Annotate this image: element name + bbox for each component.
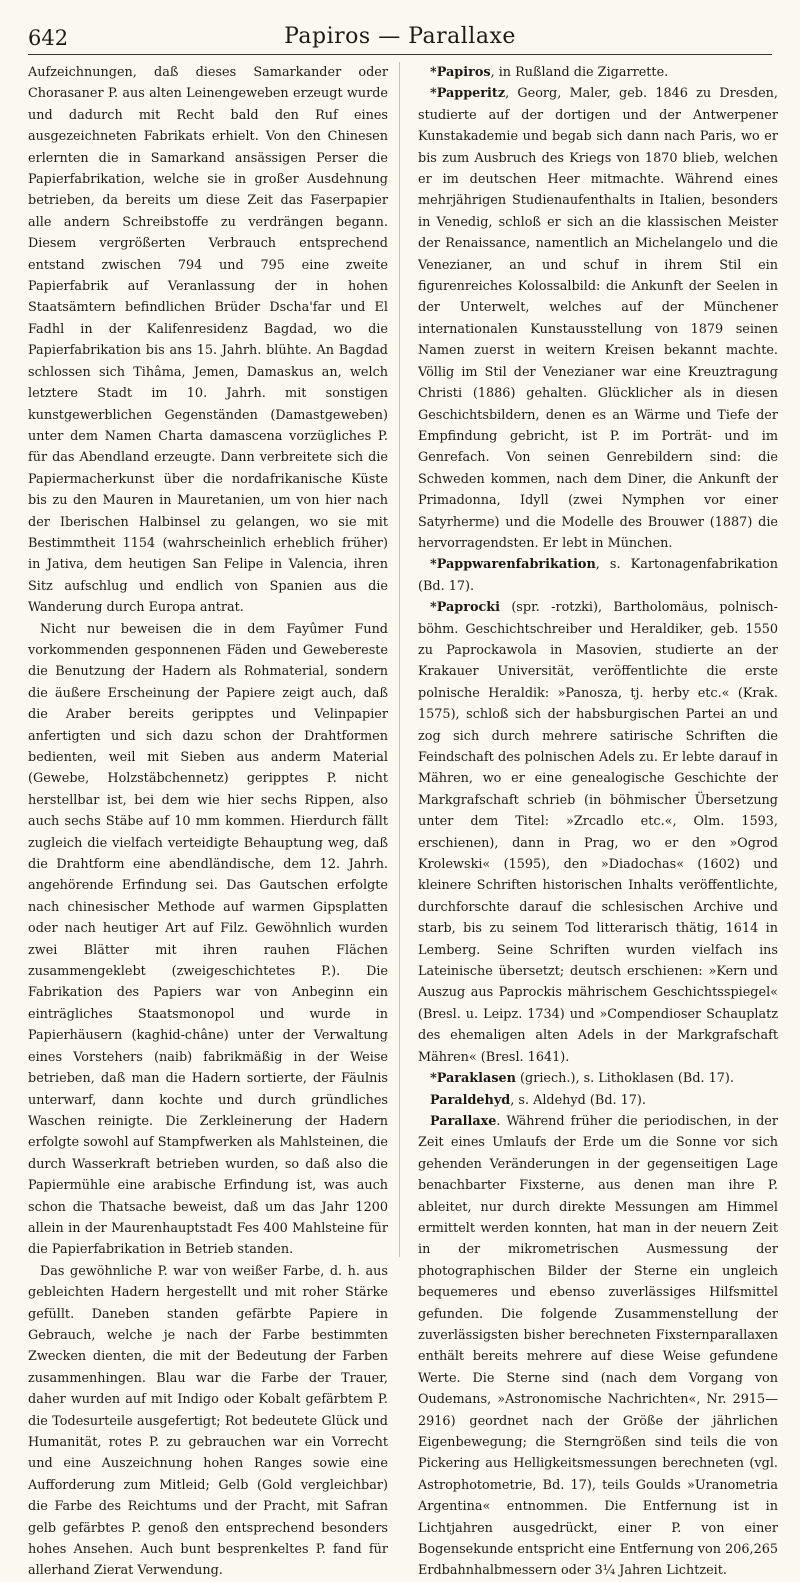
paragraph: Aufzeichnungen, daß dieses Samarkander oder Chorasaner P. aus alten Leinengeweben erzeugt wurde und dadurch mit Recht bald den Ruf eines ausgezeichneten Fabrikats erhielt. Von den Chinesen erlernten die in Samarkand ansässigen Perser die Papierfabrikation, welche sie in großer Ausdehnung betrieben, da bereits um diese Zeit das Faserpapier alle andern Schreibstoffe zu verdrängen begann. Diesem vergrößerten Verbrauch entsprechend entstand zwischen 794 und 795 eine zweite Papierfabrik auf Veranlassung der in hohen Staatsämtern befindlichen Brüder Dscha'far und El Fadhl in der Kalifenresidenz Bagdad, wo die Papierfabrikation bis ans 15. Jahrh. blühte. An Bagdad schlossen sich Tihâma, Jemen, Damaskus an, welch letztere Stadt im 10. Jahrh. mit sonstigen kunstgewerblichen Gegenständen (Damastgeweben) unter dem Namen Charta damascena vorzügliches P. für das Abendland erzeugte. Dann verbreitete sich die Papiermacherkunst über die nordafrikanische Küste bis zu den Mauren in Mauretanien, um von hier nach der Iberischen Halbinsel zu gelangen, wo sie mit Bestimmtheit 1154 (wahrscheinlich erheblich früher) in Jativa, dem heutigen San Felipe in Valencia, ihren Sitz aufschlug und endlich von Spanien aus die Wanderung durch Europa antrat. [28, 65, 388, 616]
entry-text: , Georg, Maler, geb. 1846 zu Dresden, studierte auf der dortigen und der Antwerpener Kunstakademie und begab sich dann nach Paris, wo er bis zum Ausbruch des Kriegs von 1870 blieb, welchen er im deutschen Heer mitmachte. Während eines mehrjährigen Studienaufenthalts in Italien, besonders in Venedig, schloß er sich an die klassischen Meister der Renaissance, namentlich an Michelangelo und die Venezianer, an und schuf in ihrem Stil ein figurenreiches Kolossalbild: die Ankunft der Seelen in der Unterwelt, welches auf der Münchener internationalen Kunstausstellung von 1879 seinen Namen zuerst in weitern Kreisen bekannt machte. Völlig im Stil der Venezianer war eine Kreuztragung Christi (1886) gehalten. Glücklicher als in diesen Geschichtsbildern, denen es an Wärme und Tiefe der Empfindung gebricht, ist P. im Porträt- und im Genrefach. Von seinen Genrebildern sind: die Schweden kommen, nach dem Diner, die Ankunft der Primadonna, Idyll (zwei Nymphen vor einer Satyrherme) und die Modelle des Brouwer (1887) die hervorragendsten. Er lebt in München. [418, 86, 778, 551]
entry-text: , s. Kartonagenfabrikation (Bd. 17). [418, 557, 778, 594]
entry-text: . Während früher die periodischen, in der Zeit eines Umlaufs der Erde um die Sonne vor sich gehenden Veränderungen in der gegenseitigen Lage benachbarter Fixsterne, aus denen man ihre P. ableitet, nur durch direkte Messungen am Himmel ermittelt werden konnten, hat man in der neuern Zeit in der mikrometrischen Ausmessung der photographischen Bilder der Sterne ein ungleich bequemeres und ebenso zuverlässiges Hilfsmittel gefunden. Die folgende Zusammenstellung der zuverlässigsten bisher berechneten Fixsternparallaxen enthält bereits mehrere auf diese Weise gefundene Werte. Die Sterne sind (nach dem Vorgang von Oudemans, »Astronomische Nachrichten«, Nr. 2915—2916) geordnet nach der Größe der jährlichen Eigenbewegung; die Sterngrößen sind teils die von Pickering aus Helligkeitsmessungen berechneten (vgl. Astrophotometrie, Bd. 17), teils Goulds »Uranometria Argentina« entnommen. Die Entfernung ist in Lichtjahren ausgedrückt, einer P. von einer Bogensekunde entspricht eine Entfernung von 206,265 Erdbahnhalbmessern oder 3¼ Jahren Lichtzeit. [418, 1113, 778, 1579]
dictionary-entry [418, 597, 778, 1068]
running-title: Papiros — Parallaxe [284, 24, 516, 49]
entry-headword: *Paraklasen [430, 1071, 516, 1087]
entry-text: (spr. -rotzki), Bartholomäus, polnisch-böhm. Geschichtschreiber und Heraldiker, geb. 1550 zu Paprockawola in Masovien, studierte an der Krakauer Universität, veröffentlichte die erste polnische Heraldik: »Panosza, tj. herby etc.« (Krak. 1575), schloß sich der habsburgischen Partei an und zog sich durch mehrere satirische Schriften die Feindschaft des polnischen Adels zu. Er lebte darauf in Mähren, wo er eine genealogische Geschichte der Markgrafschaft schrieb (in böhmischer Übersetzung unter dem Titel: »Zrcadlo etc.«, Olm. 1593, erschienen), dann in Prag, wo er den »Ogrod Krolewski« (1595), den »Diadochas« (1602) und kleinere Schriften historischen Inhalts veröffentlichte, durchforschte darauf die schlesischen Archive und starb, bis zu seinem Tod litterarisch thätig, 1614 in Lemberg. Seine Schriften wurden vielfach ins Lateinische übersetzt; deutsch erschienen: »Kern und Auszug aus Paprockis mährischem Geschichtsspiegel« (Bresl. u. Leipz. 1734) und »Compendioser Schauplatz des ehemaligen alten Adels in der Markgrafschaft Mähren« (Bresl. 1641). [418, 600, 778, 1065]
dictionary-entry [418, 1068, 778, 1089]
entry-text: , in Rußland die Zigarrette. [490, 65, 669, 80]
left-column [28, 62, 388, 1579]
entry-text: , s. Aldehyd (Bd. 17). [510, 1092, 646, 1108]
page-header [28, 20, 772, 55]
column-divider [399, 62, 400, 1257]
dictionary-entry [418, 554, 778, 597]
dictionary-entry [418, 62, 778, 83]
entry-headword: Parallaxe [430, 1113, 497, 1129]
entry-headword: *Papperitz [430, 86, 506, 102]
entry-headword: *Paprocki [430, 600, 501, 616]
dictionary-entry [418, 1111, 778, 1582]
entry-headword: *Pappwarenfabrikation [430, 557, 596, 573]
dictionary-entry [418, 83, 778, 554]
paragraph: Das gewöhnliche P. war von weißer Farbe, d. h. aus gebleichten Hadern hergestellt und mit roher Stärke gefüllt. Daneben standen gefärbte Papiere in Gebrauch, welche je nach der Farbe bestimmten Zwecken dienten, die mit der Bedeutung der Farben zusammenhingen. Blau war die Farbe der Trauer, daher wurden auf mit Indigo oder Kobalt gefärbtem P. die Todesurteile ausgefertigt; Rot bedeutete Glück und Humanität, rotes P. zu gebrauchen war ein Vorrecht und eine Auszeichnung hohen Ranges sowie eine Aufforderung zum Mitleid; Gelb (Gold vergleichbar) die Farbe des Reichtums und der Pracht, mit Safran gelb gefärbtes P. genoß den entsprechend besonders hohes Ansehen. Auch bunt besprenkeltes P. fand für allerhand Zierat Verwendung. [28, 1263, 388, 1579]
dictionary-entry [418, 1090, 778, 1111]
entry-text: (griech.), s. Lithoklasen (Bd. 17). [515, 1071, 734, 1087]
entry-headword: *Papiros [430, 65, 491, 80]
right-column [418, 62, 778, 1579]
paragraph: Nicht nur beweisen die in dem Fayûmer Fund vorkommenden gesponnenen Fäden und Gewebereste die Benutzung der Hadern als Rohmaterial, sondern die äußere Erscheinung der Papiere zeigt auch, daß die Araber bereits geripptes und Velinpapier anfertigten und sich dazu schon der Drahtformen bedienten, weil mit Sieben aus anderm Material (Gewebe, Holzstäbchennetz) geripptes P. nicht herstellbar ist, bei dem wie hier sechs Rippen, also auch sechs Stäbe auf 10 mm kommen. Hierdurch fällt zugleich die vielfach verteidigte Behauptung weg, daß die Drahtform eine abendländische, dem 12. Jahrh. angehörende Erfindung sei. Das Gautschen erfolgte nach chinesischer Methode auf warmen Gipsplatten oder nach heutiger Art auf Filz. Gewöhnlich wurden zwei Blätter mit ihren rauhen Flächen zusammengeklebt (zweigeschichtetes P.). Die Fabrikation des Papiers war von Anbeginn ein einträgliches Staatsmonopol und wurde in Papierhäusern (kaghid-châne) unter der Verwaltung eines Vorstehers (naib) fabrikmäßig in der Weise betrieben, daß man die Hadern sortierte, der Fäulnis unterwarf, dann kochte und durch gründliches Waschen reinigte. Die Zerkleinerung der Hadern erfolgte sowohl auf Stampfwerken als Mahlsteinen, die durch Wasserkraft betrieben wurden, so daß also die Papiermühle eine arabische Erfindung ist, was auch schon die Thatsache beweist, daß um das Jahr 1200 allein in der Maurenhauptstadt Fes 400 Mahlsteine für die Papierfabrikation in Betrieb standen. [28, 621, 388, 1258]
entry-headword: Paraldehyd [430, 1092, 511, 1108]
page-number: 642 [28, 26, 69, 50]
